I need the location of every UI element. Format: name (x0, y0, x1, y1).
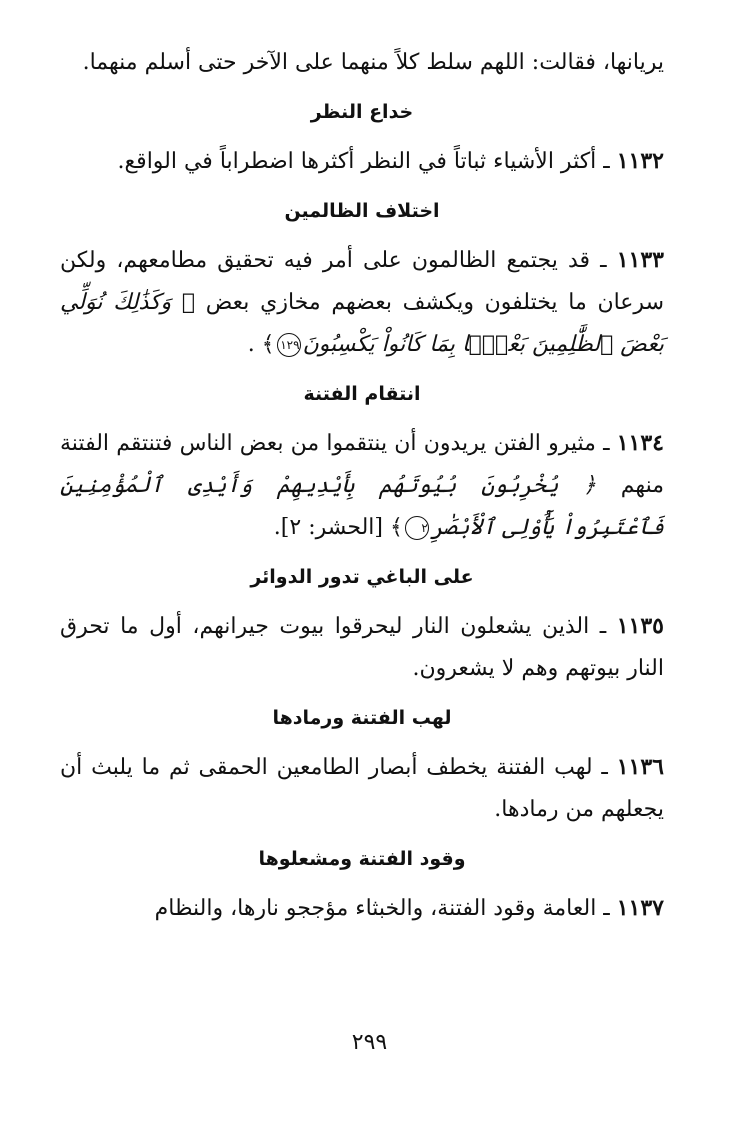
saying-1135 (60, 605, 664, 690)
saying-number: ١١٣٦ (616, 754, 664, 780)
heading-oppressors-disagreement: اختلاف الظالمين (284, 200, 440, 222)
heading-optical-illusion: خداع النظر (310, 101, 414, 123)
ayah-number-icon: ١٢٩ (277, 333, 301, 357)
saying-text: ـ العامة وقود الفتنة، والخبثاء مؤججو نارها، والنظام (154, 896, 617, 921)
saying-text: ـ مثيرو الفتن يريدون أن ينتقموا من بعض الناس فتنتقم الفتنة منهم (60, 431, 664, 498)
quran-verse: ﴿ وَكَذَٰلِكَ نُوَلِّي بَعْضَ ٱلظَّٰلِمِينَ بَعْضًۢا بِمَا كَانُواْ يَكْسِبُونَ (60, 290, 664, 357)
saying-1132 (60, 140, 664, 183)
page-body (60, 42, 664, 930)
saying-number: ١١٣٧ (616, 895, 664, 921)
saying-number: ١١٣٣ (616, 247, 664, 273)
heading-sedition-revenge: انتقام الفتنة (303, 383, 421, 405)
saying-text: ـ لهب الفتنة يخطف أبصار الطامعين الحمقى ثم ما يلبث أن يجعلهم من رمادها. (60, 755, 664, 822)
saying-text: ـ الذين يشعلون النار ليحرقوا بيوت جيرانهم، أول ما تحرق النار بيوتهم وهم لا يشعرون. (60, 614, 664, 681)
heading-fuel-and-igniters: وقود الفتنة ومشعلوها (258, 848, 466, 870)
quran-verse: ﴿ يُخْرِبُونَ بُيُوتَهُم بِأَيْدِيهِمْ وَأَيْدِى ٱلْمُؤْمِنِينَ فَٱعْتَبِرُواْ يَٰٓأُوْلِى ٱلْأَبْصَٰرِ (60, 473, 664, 540)
saying-1134 (60, 422, 664, 549)
saying-1136 (60, 746, 664, 831)
saying-number: ١١٣٢ (616, 148, 664, 174)
saying-text: ـ أكثر الأشياء ثباتاً في النظر أكثرها اضطراباً في الواقع. (117, 149, 617, 174)
heading-transgressor: على الباغي تدور الدوائر (250, 566, 474, 588)
intro-paragraph: يريانها، فقالت: اللهم سلط كلاً منهما على الآخر حتى أسلم منهما. (82, 50, 664, 75)
verse-close: ﴾ . (247, 332, 275, 357)
saying-1137 (60, 887, 664, 930)
verse-close: ﴾ [الحشر: ٢]. (273, 515, 403, 540)
page-number: ٢٩٩ (351, 1030, 388, 1055)
saying-number: ١١٣٤ (616, 430, 664, 456)
saying-number: ١١٣٥ (616, 613, 664, 639)
saying-text: ـ قد يجتمع الظالمون على أمر فيه تحقيق مطامعهم، ولكن سرعان ما يختلفون ويكشف بعضهم مخازي بعض (60, 248, 664, 315)
heading-flame-and-ashes: لهب الفتنة ورمادها (272, 707, 452, 729)
ayah-number-icon: ٢ (405, 516, 429, 540)
saying-1133 (60, 239, 664, 366)
